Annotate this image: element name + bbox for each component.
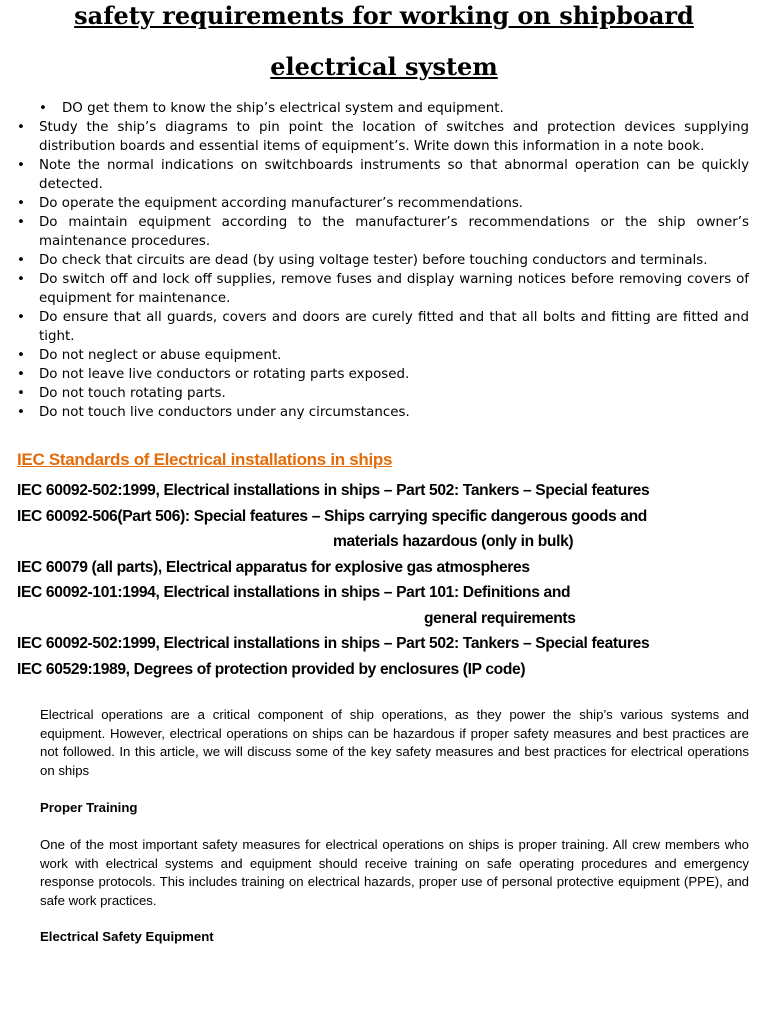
iec-standard-line: IEC 60092-101:1994, Electrical installations in ships – Part 101: Definitions and xyxy=(17,584,571,601)
iec-standard-line-continuation: materials hazardous (only in bulk) xyxy=(333,533,574,550)
list-item: • Do not neglect or abuse equipment. xyxy=(0,346,768,365)
list-item: • Do not touch live conductors under any circumstances. xyxy=(0,403,768,422)
list-item: • Do ensure that all guards, covers and doors are curely fitted and that all bolts and fitting are fitted and tight. xyxy=(0,308,768,346)
list-item: • Do maintain equipment according to the manufacturer’s recommendations or the ship owner’s maintenance procedures. xyxy=(0,213,768,251)
iec-standard-line: IEC 60529:1989, Degrees of protection provided by enclosures (IP code) xyxy=(17,660,526,678)
iec-standard-line: IEC 60092-502:1999, Electrical installations in ships – Part 502: Tankers – Special features xyxy=(17,635,650,652)
list-item: • Do switch off and lock off supplies, remove fuses and display warning notices before removing covers of equipment for maintenance. xyxy=(0,270,768,308)
list-item: • DO get them to know the ship’s electrical system and equipment. xyxy=(0,99,768,118)
iec-standard-line: IEC 60079 (all parts), Electrical apparatus for explosive gas atmospheres xyxy=(17,558,530,576)
list-item: • Do check that circuits are dead (by using voltage tester) before touching conductors and terminals. xyxy=(0,251,768,270)
document-title-line-2: electrical system xyxy=(270,52,498,81)
safety-requirements-list xyxy=(0,99,768,422)
intro-paragraph: Electrical operations are a critical component of ship operations, as they power the ship’s various systems and equipment. However, electrical operations on ships can be hazardous if proper safety measures and best practices are not followed. In this article, we will discuss some of the key safety measures and best practices for electrical operations on ships xyxy=(40,707,749,778)
document-title-line-1: safety requirements for working on shipboard xyxy=(74,1,694,30)
iec-standards-heading: IEC Standards of Electrical installations in ships xyxy=(17,450,393,469)
iec-standards-list xyxy=(17,478,757,682)
iec-standard-line: IEC 60092-502:1999, Electrical installations in ships – Part 502: Tankers – Special features xyxy=(17,482,650,499)
iec-standard-line-continuation: general requirements xyxy=(424,609,576,627)
list-item: • Note the normal indications on switchboards instruments so that abnormal operation can be quickly detected. xyxy=(0,156,768,194)
training-paragraph: One of the most important safety measures for electrical operations on ships is proper training. All crew members who work with electrical systems and equipment should receive training on safe operating procedures and emergency response protocols. This includes training on electrical hazards, proper use of personal protective equipment (PPE), and safe work practices. xyxy=(40,837,749,908)
list-item: • Study the ship’s diagrams to pin point the location of switches and protection devices supplying distribution boards and essential items of equipment’s. Write down this information in a note book. xyxy=(0,118,768,156)
list-item: • Do not leave live conductors or rotating parts exposed. xyxy=(0,365,768,384)
iec-standard-line: IEC 60092-506(Part 506): Special features – Ships carrying specific dangerous goods and xyxy=(17,507,647,525)
list-item: • Do operate the equipment according manufacturer’s recommendations. xyxy=(0,194,768,213)
list-item: • Do not touch rotating parts. xyxy=(0,384,768,403)
section-heading-proper-training: Proper Training xyxy=(40,800,138,815)
section-heading-safety-equipment: Electrical Safety Equipment xyxy=(40,929,214,944)
